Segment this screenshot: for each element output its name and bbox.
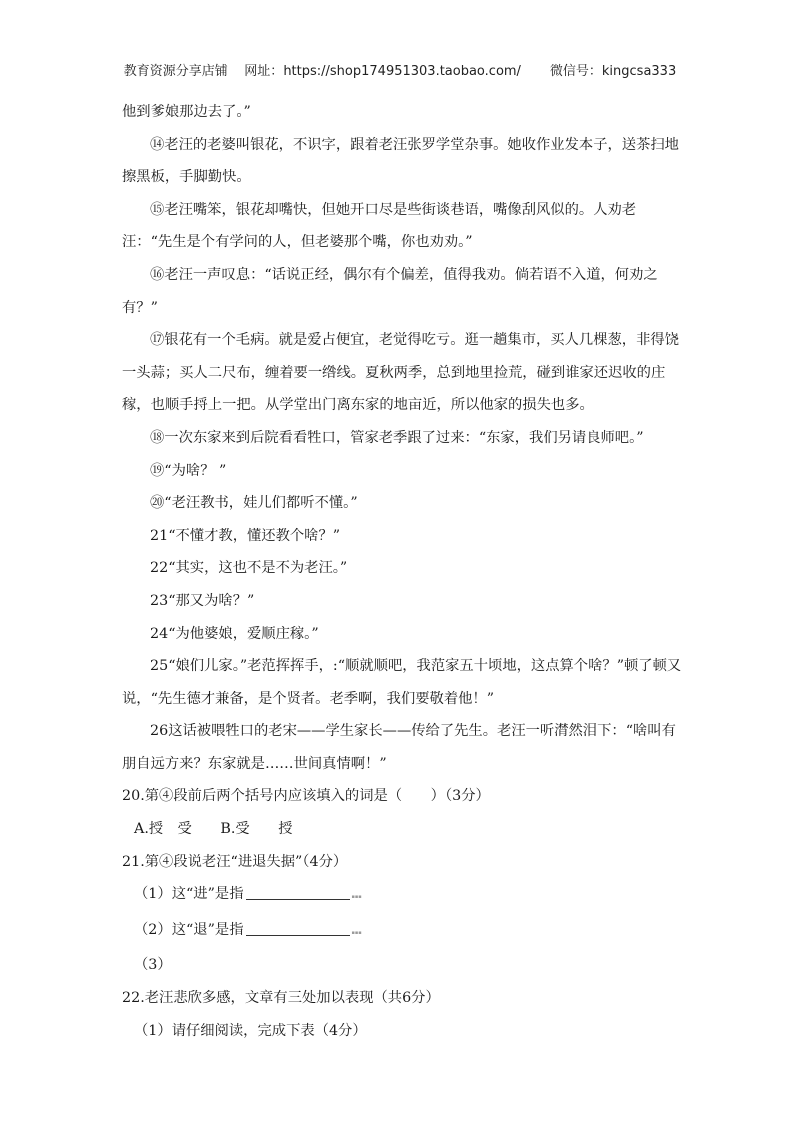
shop-url: https://shop174951303.taobao.com/ (283, 64, 521, 79)
wechat-label: 微信号： (549, 64, 602, 79)
paragraph-24: 24“为他婆娘，爱顺庄稼。” (150, 625, 319, 642)
question-22-part-1: （1）请仔细阅读，完成下表（4分） (134, 1022, 367, 1039)
answer-blank[interactable] (246, 921, 350, 936)
question-20: 20.第④段前后两个括号内应该填入的词是（ ）（3分） (122, 788, 490, 805)
paragraph-25: 25“娘们儿家。”老范挥挥手，:“顺就顺吧，我范家五十顷地，这点算个啥？”顿了顿又说，“先生德才兼备，是个贤者。老季啊，我们要敬着他！” (122, 658, 682, 707)
shop-name: 教育资源分享店铺 (123, 64, 228, 79)
paragraph-20: ⑳“老汪教书，娃儿们都听不懂。” (150, 495, 358, 512)
question-21-part-3: （3） (134, 957, 172, 974)
paragraph-continued: 他到爹娘那边去了。” (122, 104, 251, 120)
question-20-options: A.授 受 B.受 授 (134, 821, 293, 838)
paragraph-22: 22“其实，这也不是不为老汪。” (150, 560, 348, 577)
question-22: 22.老汪悲欣多感，文章有三处加以表现（共6分） (122, 990, 440, 1007)
blank-mark: ▪▪▪ (351, 929, 362, 936)
paragraph-19: ⑲“为啥？ ” (150, 462, 227, 479)
wechat-id: kingcsa333 (601, 64, 677, 79)
paragraph-16: ⑯老汪一声叹息：“话说正经，偶尔有个偏差，值得我劝。倘若语不入道，何劝之有？” (122, 266, 658, 316)
paragraph-18: ⑱一次东家来到后院看看牲口，管家老季跟了过来：“东家，我们另请良师吧。” (150, 429, 644, 446)
paragraph-15: ⑮老汪嘴笨，银花却嘴快，但她开口尽是些街谈巷语，嘴像刮风似的。人劝老汪：“先生是个有学问的人，但老婆那个嘴，你也劝劝。” (122, 201, 637, 251)
blank-mark: ▪▪▪ (351, 894, 362, 901)
question-21-part-1-text: （1）这“进”是指 (134, 886, 244, 903)
answer-blank[interactable] (246, 885, 350, 900)
question-21-part-2-text: （2）这“退”是指 (134, 921, 244, 938)
question-21: 21.第④段说老汪“进退失据”（4分） (122, 853, 348, 870)
paragraph-17: ⑰银花有一个毛病。就是爱占便宜，老觉得吃亏。逛一趟集市，买人几棵葱，非得饶一头蒜；买人二尺布，缠着要一绺线。夏秋两季，总到地里捡荒，碰到谁家还迟收的庄稼，也顺手捋上一把。从学堂出门离东家的地亩近，所以他家的损失也多。 (122, 332, 679, 414)
document-body (122, 96, 682, 1047)
question-21-part-2 (122, 914, 682, 950)
paragraph-21: 21“不懂才教，懂还教个啥？” (150, 527, 341, 544)
page-header (0, 60, 800, 79)
question-21-part-1 (122, 878, 682, 914)
url-label: 网址： (244, 64, 284, 79)
paragraph-23: 23“那又为啥？” (150, 592, 255, 609)
paragraph-26: 26这话被喂牲口的老宋——学生家长——传给了先生。老汪一听潸然泪下：“啥叫有朋自远方来？东家就是……世间真情啊！” (122, 723, 676, 772)
paragraph-14: ⑭老汪的老婆叫银花，不识字，跟着老汪张罗学堂杂事。她收作业发本子，送茶扫地擦黑板，手脚勤快。 (122, 136, 679, 186)
